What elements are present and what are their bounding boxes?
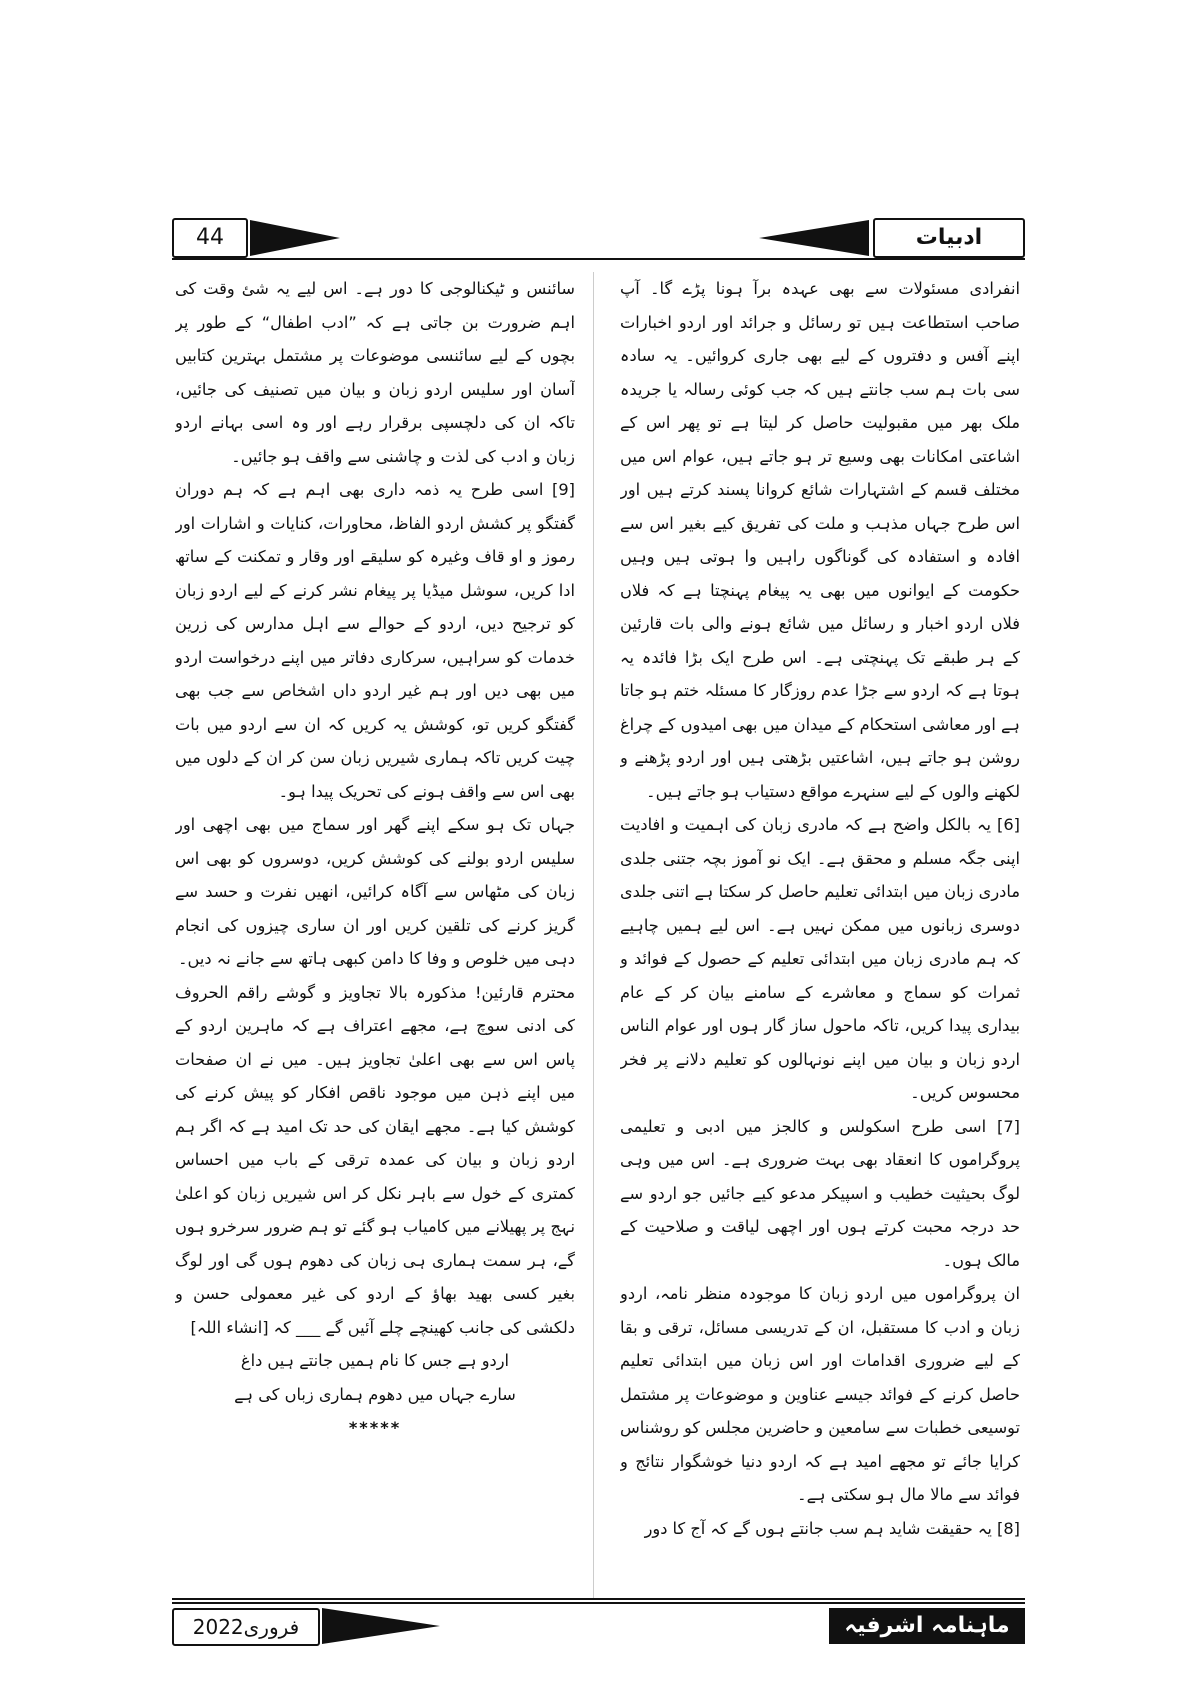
paragraph: [7] اسی طرح اسکولس و کالجز میں ادبی و تعلیمی پروگراموں کا انعقاد بھی بہت ضروری ہے۔ اس میں وہی لوگ بحیثیت خطیب و اسپیکر مدعو کیے جائیں جو اردو سے حد درجہ محبت کرتے ہوں اور اچھی لیاقت و صلاحیت کے مالک ہوں۔ [620, 1116, 1020, 1270]
page-number: 44 [172, 218, 248, 258]
footer-wedge [322, 1608, 440, 1644]
paragraph: ان پروگراموں میں اردو زبان کا موجودہ منظر نامہ، اردو زبان و ادب کا مستقبل، ان کے تدریسی مسائل، ترقی و بقا کے لیے ضروری اقدامات اور اس زبان میں ابتدائی تعلیم حاصل کرنے کے فوائد جیسے عناوین و موضوعات پر مشتمل توسیعی خطبات سے سامعین و حاضرین مجلس کو روشناس کرایا جائے تو مجھے امید ہے کہ اردو دنیا خوشگوار نتائج و فوائد سے مالا مال ہو سکتی ہے۔ [620, 1284, 1020, 1504]
paragraph: [9] اسی طرح یہ ذمہ داری بھی اہم ہے کہ ہم دوران گفتگو پر کشش اردو الفاظ، محاورات، کنایات و اشارات اور رموز و او قاف وغیرہ کو سلیقے اور وقار و تمکنت کے ساتھ ادا کریں، سوشل میڈیا پر پیغام نشر کرنے کے لیے اردو زبان کو ترجیح دیں، اردو کے حوالے سے اہل مدارس کی زرین خدمات کو سراہیں، سرکاری دفاتر میں اپنے درخواست اردو میں بھی دیں اور ہم غیر اردو داں اشخاص سے جب بھی گفتگو کریں تو، کوشش یہ کریں کہ ان سے اردو میں بات چیت کریں تاکہ ہماری شیریں زبان سن کر ان کے دلوں میں بھی اس سے واقف ہونے کی تحریک پیدا ہو۔ [175, 480, 575, 801]
column-divider [593, 272, 594, 1600]
section-title: ادبیات [873, 218, 1025, 258]
right-column [620, 272, 1020, 1600]
paragraph: [8] یہ حقیقت شاید ہم سب جانتے ہوں گے کہ آج کا دور [644, 1518, 1020, 1538]
paragraph: [6] یہ بالکل واضح ہے کہ مادری زبان کی اہمیت و افادیت اپنی جگہ مسلم و محقق ہے۔ ایک نو آموز بچہ جتنی جلدی مادری زبان میں ابتدائی تعلیم حاصل کر سکتا ہے اتنی جلدی دوسری زبانوں میں ممکن نہیں ہے۔ اس لیے ہمیں چاہیے کہ ہم مادری زبان میں ابتدائی تعلیم کے حصول کے فوائد و ثمرات کو سماج و معاشرے کے سامنے بیان کر کے عام بیداری پیدا کریں، تاکہ ماحول ساز گار ہوں اور عوام الناس اردو زبان و بیان میں اپنے نونہالوں کو تعلیم دلانے پر فخر محسوس کریں۔ [620, 815, 1020, 1102]
paragraph: سائنس و ٹیکنالوجی کا دور ہے۔ اس لیے یہ شئ وقت کی اہم ضرورت بن جاتی ہے کہ ”ادب اطفال“ کے طور پر بچوں کے لیے سائنسی موضوعات پر مشتمل بہترین کتابیں آسان اور سلیس اردو زبان و بیان میں تصنیف کی جائیں، تاکہ ان کی دلچسپی برقرار رہے اور وہ اسی بہانے اردو زبان و ادب کی لذت و چاشنی سے واقف ہو جائیں۔ [175, 279, 575, 466]
footer-rule-2 [172, 1602, 1025, 1604]
page-header [172, 218, 1025, 264]
header-wedge-left [250, 220, 340, 256]
poem-line: سارے جہاں میں دھوم ہماری زباں کی ہے [234, 1384, 516, 1404]
paragraph: جہاں تک ہو سکے اپنے گھر اور سماج میں بھی اچھی اور سلیس اردو بولنے کی کوشش کریں، دوسروں کو بھی اس زبان کی مٹھاس سے آگاہ کرائیں، انھیں نفرت و حسد سے گریز کرنے کی تلقین کریں اور ان ساری چیزوں کی انجام دہی میں خلوص و وفا کا دامن کبھی ہاتھ سے جانے نہ دیں۔ [175, 815, 575, 968]
page-footer [172, 1598, 1025, 1648]
left-column [175, 272, 575, 1600]
magazine-name: ماہنامہ اشرفیہ [829, 1608, 1025, 1644]
end-ornament: ***** [348, 1418, 402, 1437]
footer-rule [172, 1598, 1025, 1600]
header-wedge-right [759, 220, 869, 256]
header-rule [172, 258, 1025, 260]
paragraph: انفرادی مسئولات سے بھی عہدہ برآ ہونا پڑے گا۔ آپ صاحب استطاعت ہیں تو رسائل و جرائد اور اردو اخبارات اپنے آفس و دفتروں کے لیے بھی جاری کروائیں۔ یہ سادہ سی بات ہم سب جانتے ہیں کہ جب کوئی رسالہ یا جریدہ ملک بھر میں مقبولیت حاصل کر لیتا ہے تو پھر اس کے اشاعتی امکانات بھی وسیع تر ہو جاتے ہیں، عوام اس میں مختلف قسم کے اشتہارات شائع کروانا پسند کرتے ہیں اور اس طرح جہاں مذہب و ملت کی تفریق کیے بغیر اس سے افادہ و استفادہ کی گوناگوں راہیں وا ہوتی ہیں وہیں حکومت کے ایوانوں میں بھی یہ پیغام پہنچتا ہے کہ فلاں فلاں اردو اخبار و رسائل میں شائع ہونے والی بات قارئین کے ہر طبقے تک پہنچتی ہے۔ اس طرح ایک بڑا فائدہ یہ ہوتا ہے کہ اردو سے جڑا عدم روزگار کا مسئلہ ختم ہو جاتا ہے اور معاشی استحکام کے میدان میں بھی امیدوں کے چراغ روشن ہو جاتے ہیں، اشاعتیں بڑھتی ہیں اور اردو پڑھنے و لکھنے والوں کے لیے سنہرے مواقع دستیاب ہو جاتے ہیں۔ [620, 279, 1020, 801]
issue-date: فروری2022 [172, 1608, 320, 1646]
poem-line: اردو ہے جس کا نام ہمیں جانتے ہیں داغ [240, 1351, 510, 1370]
paragraph: محترم قارئین! مذکورہ بالا تجاویز و گوشے راقم الحروف کی ادنی سوچ ہے، مجھے اعتراف ہے کہ ماہرین اردو کے پاس اس سے بھی اعلیٰ تجاویز ہیں۔ میں نے ان صفحات میں اپنے ذہن میں موجود ناقص افکار کو پیش کرنے کی کوشش کیا ہے۔ مجھے ایقان کی حد تک امید ہے کہ اگر ہم اردو زبان و بیان کی عمدہ ترقی کے باب میں احساس کمتری کے خول سے باہر نکل کر اس شیریں زبان کو اعلیٰ نہج پر پھیلانے میں کامیاب ہو گئے تو ہم ضرور سرخرو ہوں گے، ہر سمت ہماری ہی زبان کی دھوم ہوں گی اور لوگ بغیر کسی بھید بھاؤ کے اردو کی غیر معمولی حسن و دلکشی کی جانب کھینچے چلے آئیں گے ___ کہ [انشاء اللہ] [175, 982, 575, 1337]
